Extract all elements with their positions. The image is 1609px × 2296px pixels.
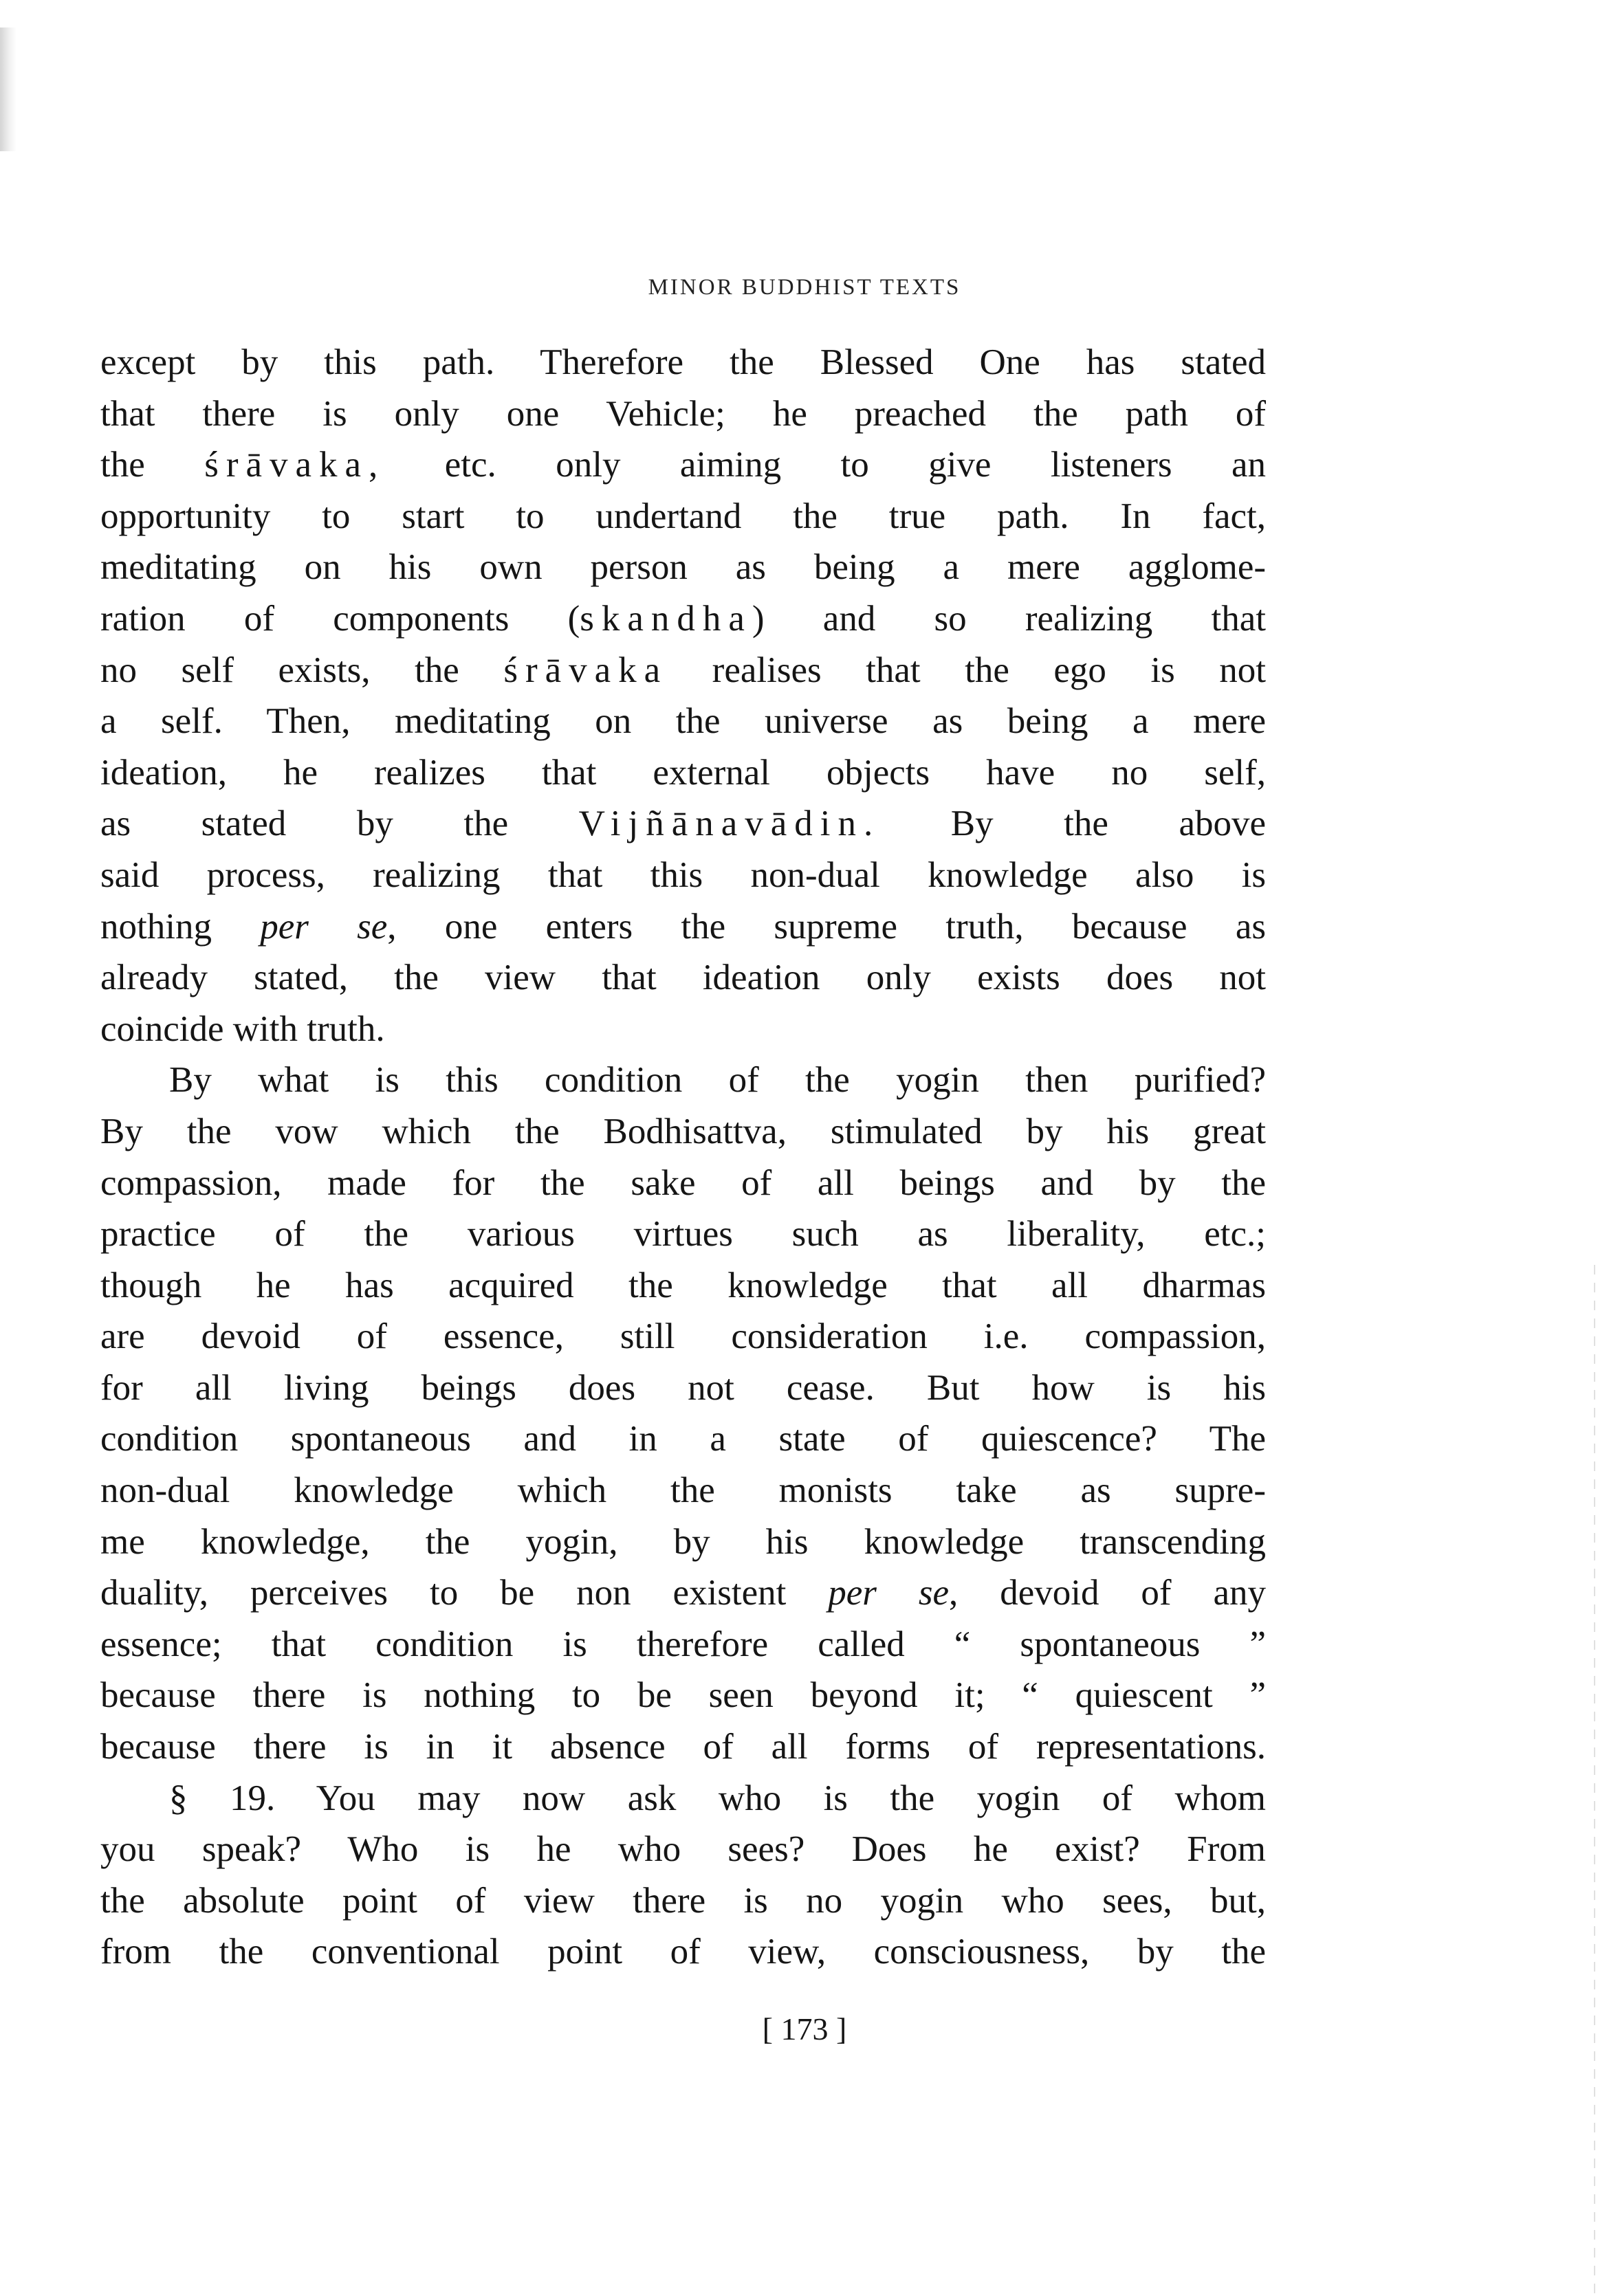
text-line [100,747,1266,799]
text-line [100,1004,1266,1055]
text-segment: compassion, made for the sake of all beings and by the [100,1162,1266,1203]
text-line [100,1413,1266,1465]
text-line [100,952,1266,1004]
text-line [100,1311,1266,1362]
text-segment: By the vow which the Bodhisattva, stimulated by his great [100,1111,1266,1151]
text-line [100,1158,1266,1209]
sanskrit-term: śrāvaka [503,650,668,690]
italic-term: per se [260,906,388,947]
sanskrit-term: skandha [580,598,752,639]
text-segment: By the above [880,804,1266,844]
text-line [100,901,1266,953]
text-segment: etc. only aiming to give listeners an [385,445,1266,485]
text-segment: because there is in it absence of all forms of representations. [100,1727,1266,1767]
text-line [100,337,1266,388]
text-segment: § 19. You may now ask who is the yogin of whom [169,1778,1266,1818]
text-segment: , devoid of any [949,1573,1266,1613]
text-line [100,850,1266,901]
text-segment: nothing [100,906,261,947]
text-line [100,798,1266,850]
text-line [100,1208,1266,1260]
text-segment: By what is this condition of the yogin then purified? [169,1060,1266,1101]
text-segment: ideation, he realizes that external objects have no self, [100,752,1266,793]
text-segment: a self. Then, meditating on the universe as being a mere [100,701,1266,742]
text-line [100,1824,1266,1875]
text-segment: because there is nothing to be seen beyond it; “ quiescent ” [100,1675,1266,1716]
text-line [100,1926,1266,1978]
text-segment: the [100,445,205,485]
text-line [100,1567,1266,1619]
text-line [100,491,1266,542]
text-line [100,1516,1266,1568]
text-segment: non-dual knowledge which the monists take as supre- [100,1470,1266,1511]
text-line [100,1773,1266,1824]
text-line [100,1721,1266,1773]
text-segment: practice of the various virtues such as liberality, etc.; [100,1214,1266,1255]
text-line [100,1362,1266,1414]
text-segment: condition spontaneous and in a state of quiescence? The [100,1419,1266,1459]
text-segment: ration of components ( [100,598,580,639]
body-text [100,337,1266,1978]
text-segment: already stated, the view that ideation only exists does not [100,958,1266,998]
text-segment: realises that the ego is not [668,650,1267,690]
text-segment: are devoid of essence, still consideration i.e. compassion, [100,1316,1266,1357]
text-segment: for all living beings does not cease. But how is his [100,1367,1266,1408]
text-segment: that there is only one Vehicle; he preached the path of [100,393,1266,434]
text-line [100,1619,1266,1670]
text-line [100,1106,1266,1158]
text-segment: though he has acquired the knowledge that all dharmas [100,1265,1266,1305]
running-head: MINOR BUDDHIST TEXTS [648,275,961,300]
text-line [100,1260,1266,1312]
text-segment: duality, perceives to be non existent [100,1573,829,1613]
text-line [100,388,1266,440]
text-line [100,593,1266,645]
text-segment: the absolute point of view there is no yogin who sees, but, [100,1880,1266,1921]
text-line [100,1875,1266,1927]
sanskrit-term: śrāvaka, [204,445,386,485]
text-line [100,1055,1266,1106]
text-segment: as stated by the [100,804,579,844]
text-segment: essence; that condition is therefore called “ spontaneous ” [100,1624,1266,1664]
scan-edge-shadow [0,27,17,151]
text-line [100,645,1266,696]
text-line [100,1670,1266,1721]
text-line [100,542,1266,593]
page-number: [ 173 ] [762,2011,847,2046]
text-segment: opportunity to start to undertand the true path. In fact, [100,496,1266,536]
italic-term: per se [828,1573,950,1613]
text-segment: , one enters the supreme truth, because as [387,906,1266,947]
text-line [100,696,1266,747]
text-segment: from the conventional point of view, consciousness, by the [100,1932,1266,1972]
text-line [100,439,1266,491]
text-segment: you speak? Who is he who sees? Does he exist? From [100,1829,1266,1870]
text-segment: coincide with truth. [100,1008,385,1049]
text-segment: me knowledge, the yogin, by his knowledge transcending [100,1521,1266,1562]
text-segment: said process, realizing that this non-dual knowledge also is [100,854,1266,895]
text-segment: meditating on his own person as being a mere agglome- [100,547,1266,588]
text-segment: no self exists, the [100,650,504,690]
text-segment: ) and so realizing that [752,598,1267,639]
sanskrit-term: Vijñānavādin. [578,804,881,844]
text-line [100,1465,1266,1516]
scan-margin-mark [1594,1265,1595,2296]
text-segment: except by this path. Therefore the Blessed One has stated [100,342,1266,382]
